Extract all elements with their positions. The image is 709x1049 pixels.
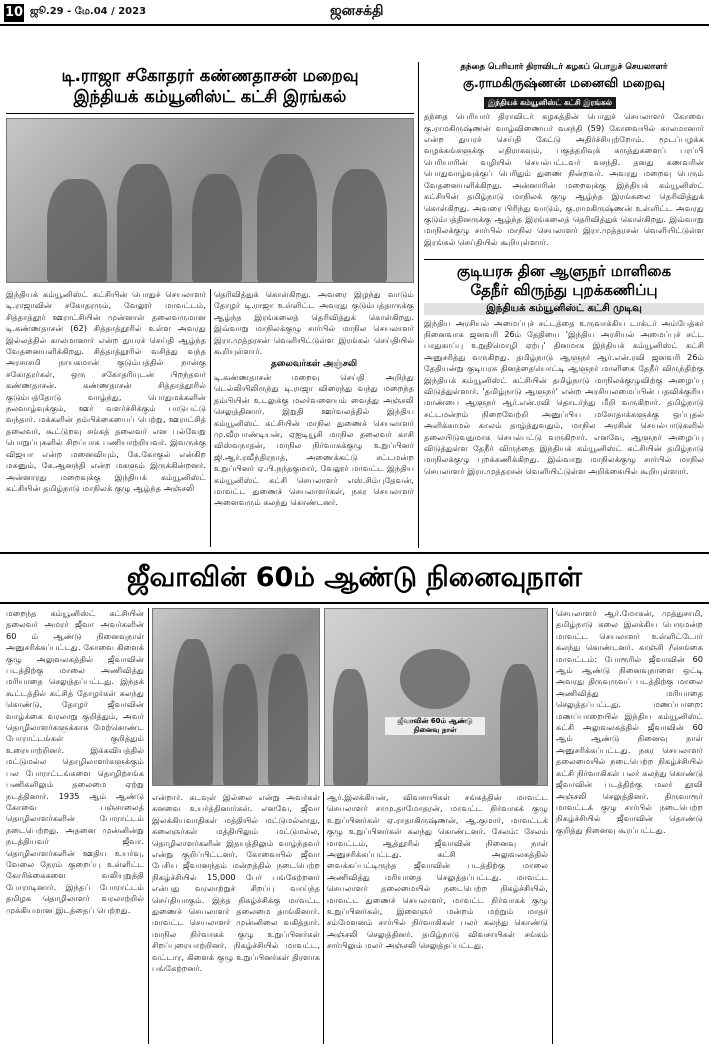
story1-headline-line1: டி.ராஜா சகோதரர் கண்ணதாசன் மறைவு xyxy=(61,66,359,85)
portrait xyxy=(400,649,470,709)
column-divider xyxy=(323,792,324,1044)
story3-tag: இந்தியக் கம்யூனிஸ்ட் கட்சி முடிவு xyxy=(424,303,704,315)
story-divider xyxy=(424,259,704,260)
story2-kicker: தந்தை பெரியார் திராவிடர் கழகப் பொதுச் செயலாளர் xyxy=(460,62,668,72)
story2-tag: இந்தியக் கம்யூனிஸ்ட் கட்சி இரங்கல் xyxy=(484,97,616,109)
story3 xyxy=(424,262,704,547)
column-divider xyxy=(148,608,149,1044)
column-divider xyxy=(552,608,553,1044)
story4-column-2: என்றார். கடவுள் இல்லை என்று அவர்கள் கனவை உயர்த்தினார்கள். எனவே, ஜீவா இலக்கியவாதிகள் மத்தியில் மட்டுமல்லாது, கலைஞர்கள் மத்தியிலும் மட்டுமல்ல, தொழிலாளர்களின் இதயத்திலும் வாழ்ந்தவர் என்று குறிப்பிட்டனர். கோவையில் ஜீவா பேசிய ஜீவானந்தம் மன்றத்தில் நடைபெற்ற நிகழ்ச்சியில் 15,000 பேர் பங்கேற்றனர் என்பது வரலாற்றுச் சிறப்பு வாய்ந்த செய்தியாகும். இந்த நிகழ்ச்சிக்கு மாவட்ட துணைச் செயலாளர் தலைமை தாங்கினார். மாவட்ட செயலாளர் முன்னிலை வகித்தார். மாநில நிர்வாகக் குழு உறுப்பினர்கள் சிறப்புரையாற்றினர். நிகழ்ச்சியில் மாவட்ட, வட்டார, கிளைக் குழு உறுப்பினர்கள் திரளாக பங்கேற்றனர். xyxy=(152,792,320,974)
story4-column-3: ஆர்.இலக்கியன், விவசாயிகள் சங்கத்தின் மாவட்ட செயலாளர் சாமு.தாமோதரன், மாவட்ட நிர்வாகக் குழு உறுப்பினர்கள் ஏ.ராதாகிருஷ்ணன், ஆ.குமார், மாவட்டக் குழு உறுப்பினர்கள் கலந்து கொண்டனர். சேலம்: சேலம் மாவட்டம், ஆத்தூரில் ஜீவாவின் நினைவு நாள் அனுசரிக்கப்பட்டது. கட்சி அலுவலகத்தில் வைக்கப்பட்டிருந்த ஜீவாவின் படத்திற்கு மாலை அணிவித்து மரியாதை செலுத்தப்பட்டது. மாவட்ட செயலாளர் தலைமையில் நடைபெற்ற நிகழ்ச்சியில், மாவட்ட துணைச் செயலாளர், மாவட்ட நிர்வாகக் குழு உறுப்பினர்கள், இளைஞர் மன்றம் மற்றும் மாதர் சம்மேளனம் சார்பில் நிர்வாகிகள் பலர் கலந்து கொண்டு அஞ்சலி செலுத்தினர். தமிழ்நாடு விவசாயிகள் சங்கம் சார்பிலும் மலர் அஞ்சலி செலுத்தப்பட்டது. xyxy=(327,792,548,951)
story4-column-1: மறைந்த கம்யூனிஸ்ட் கட்சியின் தலைவர் அமரர் ஜீவா அவர்களின் 60 ம் ஆண்டு நினைவுநாள் அனுசரிக்கப்பட்டது. கோவை கிளைக் குழு அலுவலகத்தில் ஜீவாவின் படத்திற்கு மாலை அணிவித்து மரியாதை செலுத்தப்பட்டது. இந்தக் கூட்டத்தில் கட்சித் தோழர்கள் கலந்து கொண்டு, தோழர் ஜீவாவின் வாழ்க்கை வரலாறு குறித்தும், அவர் தொழிலாளர்களுக்காக மேற்கொண்ட போராட்டங்கள் குறித்தும் உரையாற்றினர். இக்கவியத்தில் மட்டுமல்ல தொழிலாளர்களுக்கும் பல போராட்டங்களை தொழிற்சங்க பணிகளிலும் தலைமை ஏற்று நடத்தினார். 1935 ஆம் ஆண்டு கோவை பஞ்சாலைத் தொழிலாளர்களின் போராட்டம் நடைபெற்றது. அதனை முன்னின்று நடத்தியவர் ஜீவா. தொழிலாளர்களின் ஊதிய உயர்வு, வேலை நேரம் குறைப்பு உள்ளிட்ட கோரிக்கைகளை வலியுறுத்தி போராடினார். இந்தப் போராட்டம் தமிழக தொழிலாளர் வரலாற்றில் முக்கியமான இடத்தைப் பெற்றது. xyxy=(6,608,144,915)
section-rule xyxy=(0,602,709,604)
story1-headline xyxy=(6,66,414,114)
story3-headline-line1: குடியரசு தின ஆளுநர் மாளிகை xyxy=(456,262,672,280)
story4-photo-2 xyxy=(324,608,548,786)
story1-column-2 xyxy=(214,289,414,547)
masthead xyxy=(0,0,709,26)
story1-subhead: தலைவர்கள் அஞ்சலி xyxy=(271,359,357,369)
story4-column-4: செயலாளர் ஆர்.மோகன், முத்துசாமி, தமிழ்நாடு கலை இலக்கிய பெருமன்ற மாவட்ட செயலாளர் உள்ளிட்டோர் கலந்து கொண்டனர். காஞ்சி /செங்கை மாவட்டம்: போரூரில் ஜீவாவின் 60 ஆம் ஆண்டு நினைவுநாளை ஒட்டி அவரது திருவுருவப் படத்திற்கு மாலை அணிவித்து மரியாதை செலுத்தப்பட்டது. மணப்பாறை: மணப்பாறையில் இந்திய கம்யூனிஸ்ட் கட்சி அலுவலகத்தில் ஜீவாவின் 60 ஆம் ஆண்டு நினைவு நாள் அனுசரிக்கப்பட்டது. நகர செயலாளர் தலைமையில் நடைபெற்ற நிகழ்ச்சியில் கட்சி நிர்வாகிகள் பலர் கலந்து கொண்டு ஜீவாவின் படத்திற்கு மலர் தூவி அஞ்சலி செலுத்தினர். திருவாரூர் மாவட்டக் குழு சார்பில் நடைபெற்ற நிகழ்ச்சியில் ஜீவாவின் தொண்டு குறித்து நினைவு கூரப்பட்டது. xyxy=(556,608,703,835)
story1-col2-text-a: தெரிவித்துக் கொள்கிறது. அவரை இழந்து வாடும் தோழர் டி.ராஜா உள்ளிட்ட அவரது குடும்பத்தாருக்கு ஆழ்ந்த இரங்கலைத் தெரிவித்துக் கொள்கிறது. இவ்வாறு மாநிலக்குழு சார்பில் மாநில செயலாளர் இரா.முத்தரசன் வெளியிட்டுள்ள இரங்கல் செய்தியில் கூறியுள்ளார். xyxy=(214,289,414,357)
story3-body: இந்திய அரசியல் அமைப்புச் சட்டத்தை உருவாக்கிய டாக்டர் அம்பேத்கர் நினைவாக ஜனவரி 26ம் தேதியை 'இந்திய அரசியல் அமைப்புச் சட்ட பாதுகாப்பு உறுதிமொழி ஏற்பு' தினமாக இந்தியக் கம்யூனிஸ்ட் கட்சி அனுசரித்து வருகிறது. தமிழ்நாடு ஆளுநர் ஆர்.என்.ரவி ஜனவரி 26ம் தேதியன்று குடியரசு தினத்தையொட்டி ஆளுநர் மாளிகை தேநீர் விருந்திற்கு இந்தியக் கம்யூனிஸ்ட் கட்சியின் தமிழ்நாடு மாநிலக்குழுவிற்கு அழைப்பு விடுத்துள்ளார். 'தமிழ்நாடு ஆளுநர்' என்ற அரசியலமைப்பின் பதவிக்குரிய மாண்பை ஆளுநர் ஆர்.என்.ரவி தொடர்ந்து மீறி வருகிறார். தமிழ்நாடு சட்டமன்றம் நிறைவேற்றி அனுப்பிய மசோதாக்களுக்கு ஒப்புதல் அளிக்காமல் காலம் தாழ்த்துவதும், மாநில அரசின் செயல்பாடுகளில் தலையிடுவதுமாக செயல்பட்டு வருகிறார். எனவே, ஆளுநர் அழைப்பு விடுத்துள்ள தேநீர் விருந்தை இந்தியக் கம்யூனிஸ்ட் கட்சியின் தமிழ்நாடு மாநிலக்குழு புறக்கணிக்கிறது. இவ்வாறு மாநிலக்குழு சார்பில் மாநில செயலாளர் இரா.முத்தரசன் வெளியிட்டுள்ள அறிக்கையில் கூறியுள்ளார். xyxy=(424,317,704,476)
story3-headline-line2: தேநீர் விருந்து புறக்கணிப்பு xyxy=(470,280,658,299)
column-divider xyxy=(210,289,211,547)
story2 xyxy=(424,62,704,258)
story1-photo xyxy=(6,118,414,283)
photo-banner: ஜீவாவின் 60ம் ஆண்டு நினைவு நாள் xyxy=(385,717,485,735)
story1-col2-text-b: டி.கண்ணதாசன் மறைவு செய்தி அறிந்து டெல்லியிலிருந்து டி.ராஜா விரைந்து வந்து மறைந்த தம்பியின் உடலுக்கு மலர்வளையம் வைத்து அஞ்சலி செலுத்தினார். இறுதி ஊர்வலத்தில் இந்திய கம்யூனிஸ்ட் கட்சியின் மாநில துணைச் செயலாளர் மு.வீரபாண்டியன், ஏஐடியூசி மாநில தலைவர் காசி விஸ்வநாதன், மாநில நிர்வாகக்குழு உறுப்பினர் ஜி.ஆர்.ரவீந்திரநாத், அணைக்கட்டு சட்டமன்ற உறுப்பினர் ஏ.பி.நந்தகுமார், வேலூர் மாவட்ட இந்திய கம்யூனிஸ்ட் கட்சி செயலாளர் எஸ்.சிம்புதேவன், மாவட்ட துணைச் செயலாளர்கள், நகர செயலாளர் அனைவரும் கலந்து கொண்டனர். xyxy=(214,372,414,508)
story1-column-1: இந்தியக் கம்யூனிஸ்ட் கட்சியின் பொதுச் செயலாளர் டி.ராஜாவின் சகோதரரும், வேலூர் மாவட்டம், சித்தாத்தூர் ஊராட்சியின் முன்னாள் தலைவருமான டி.கண்ணதாசன் (62) சித்தாத்தூரில் உள்ள அவரது இல்லத்தில் காலமானார் என்ற துயரச் செய்தி ஆழ்ந்த வேதனையளிக்கிறது. சித்தாத்தூரில் வசித்து வந்த அரசாசமி நாயகமான் குடும்பத்தில் நான்கு சகோதரர்கள், ஒரு சகோதரியுடன் பிறந்தவர் கண்ணதாசன். கண்ணதாசன் சித்தாத்தூரில் குடும்பத்தோடு வாழ்ந்து, பொதுமக்களின் நலவாழ்வுக்கும், ஊர் வளர்ச்சிக்கும் பாடுபட்டு வந்தார். மக்களின் நம்பிக்கையைப் பெற்று, ஊராட்சித் தலைவர், கூட்டுறவு சங்கத் தலைவர் என பல்வேறு பொறுப்புகளில் சிறப்பாக பணியாற்றியவர். இவருக்கு விஜயா என்ற மனைவியும், கே.கோகுல் என்கிற மகனும், கே.ஆனந்தி என்ற மகளும் இருக்கின்றனர். அன்னாரது மறைவுக்கு இந்தியக் கம்யூனிஸ்ட் கட்சியின் தமிழ்நாடு மாநிலக் குழு ஆழ்ந்த அஞ்சலி xyxy=(6,289,206,493)
story4-headline: ஜீவாவின் 60ம் ஆண்டு நினைவுநாள் xyxy=(126,562,583,593)
story4-photo-1 xyxy=(152,608,320,786)
page-number: 10 xyxy=(4,5,24,20)
section-rule xyxy=(0,552,709,554)
section-divider xyxy=(418,62,419,548)
story2-body: தந்தை பெரியார் திராவிடர் கழகத்தின் பொதுச் செயலாளர் கோவை கு.ராமகிருஷ்ணன் வாழ்விணையர் வசந்தி (59) கோவையில் காலமானார் என்ற துயரச் செய்தி கேட்டு அதிர்ச்சியுற்றோம். மூடப்பழக்க வழக்கங்களுக்கு எதிராகவும், பகுத்தறிவுக் கருத்துகளைப் பரப்பி பெரியாரின் வழியில் செயல்பட்டவர் வசந்தி. தனது கணவரின் பொதுவாழ்வுக்குப் பெரிதும் துணை நின்றவர். அவரது மறைவு பெரும் வேதனையளிக்கிறது. அன்னாரின் மறைவுக்கு இந்தியக் கம்யூனிஸ்ட் கட்சியின் தமிழ்நாடு மாநிலக் குழு ஆழ்ந்த இரங்கலை தெரிவித்துக் கொள்கிறது. அவரை பிரிந்து வாடும், கு.ராமகிருஷ்ணன் உள்ளிட்ட அவரது குடும்பத்தினருக்கு ஆழ்ந்த இரங்கலைத் தெரிவித்துக் கொள்கிறது. இவ்வாறு மாநிலக்குழு சார்பில் மாநில செயலாளர் இரா.முத்தரசன் வெளியிட்டுள்ள இரங்கல் செய்தியில் கூறியுள்ளார். xyxy=(424,111,704,247)
story2-headline: கு.ராமகிருஷ்ணன் மனைவி மறைவு xyxy=(463,74,665,90)
issue-date: ஜூ.29 - மே.04 / 2023 xyxy=(30,6,147,17)
paper-name: ஜனசக்தி xyxy=(330,3,384,19)
story1-headline-line2: இந்தியக் கம்யூனிஸ்ட் கட்சி இரங்கல் xyxy=(73,86,347,106)
